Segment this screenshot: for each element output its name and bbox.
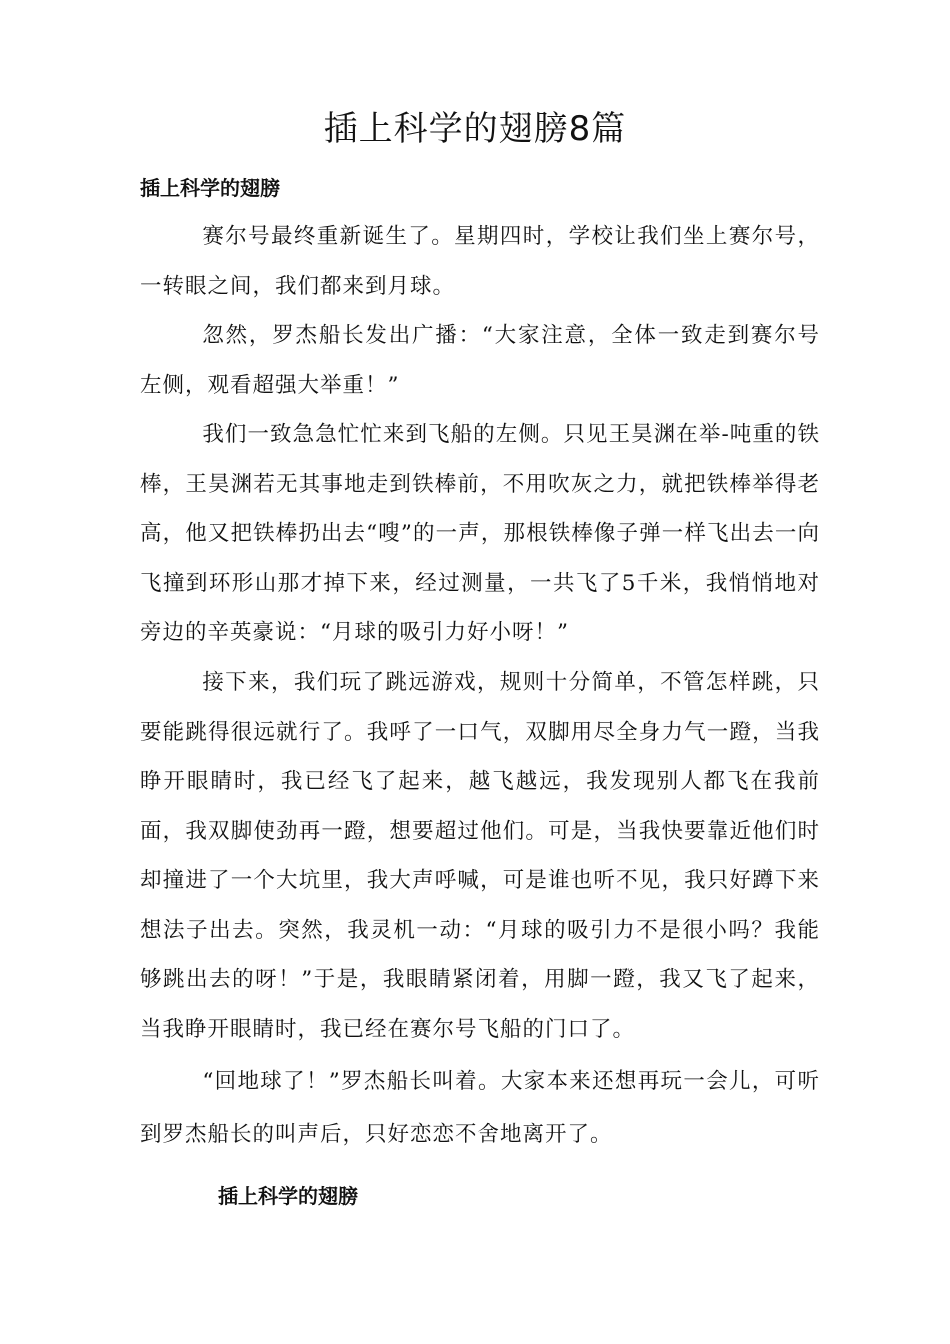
paragraph-2: 忽然，罗杰船长发出广播：“大家注意，全体一致走到赛尔号左侧，观看超强大举重！” — [140, 323, 820, 398]
paragraph-4: 接下来，我们玩了跳远游戏，规则十分简单，不管怎样跳，只要能跳得很远就行了。我呼了一口气，双脚用尽全身力气一蹬，当我睁开眼睛时，我已经飞了起来，越飞越远，我发现别人都飞在我前面，我双脚使劲再一蹬，想要超过他们。可是，当我快要靠近他们时却撞进了一个大坑里，我大声呼喊，可是谁也听不见，我只好蹲下来想法子出去。突然，我灵机一动：“月球的吸引力不是很小吗？我能够跳出去的呀！”于是，我眼睛紧闭着，用脚一蹬，我又飞了起来，当我睁开眼睛时，我已经在赛尔号飞船的门口了。 — [140, 670, 820, 1042]
section-heading: 插上科学的翅膀 — [140, 176, 280, 200]
section-heading-next: 插上科学的翅膀 — [218, 1184, 358, 1208]
paragraph-1: 赛尔号最终重新诞生了。星期四时，学校让我们坐上赛尔号，一转眼之间，我们都来到月球。 — [140, 224, 820, 299]
paragraph-3: 我们一致急急忙忙来到飞船的左侧。只见王昊渊在举-吨重的铁棒，王昊渊若无其事地走到铁棒前，不用吹灰之力，就把铁棒举得老高，他又把铁棒扔出去“嗖”的一声，那根铁棒像子弹一样飞出去一向飞撞到环形山那才掉下来，经过测量，一共飞了5千米，我悄悄地对旁边的辛英豪说：“月球的吸引力好小呀！” — [140, 422, 820, 645]
document-title: 插上科学的翅膀8篇 — [323, 109, 627, 149]
paragraph-5: “回地球了！”罗杰船长叫着。大家本来还想再玩一会儿，可听到罗杰船长的叫声后，只好恋恋不舍地离开了。 — [140, 1069, 820, 1147]
